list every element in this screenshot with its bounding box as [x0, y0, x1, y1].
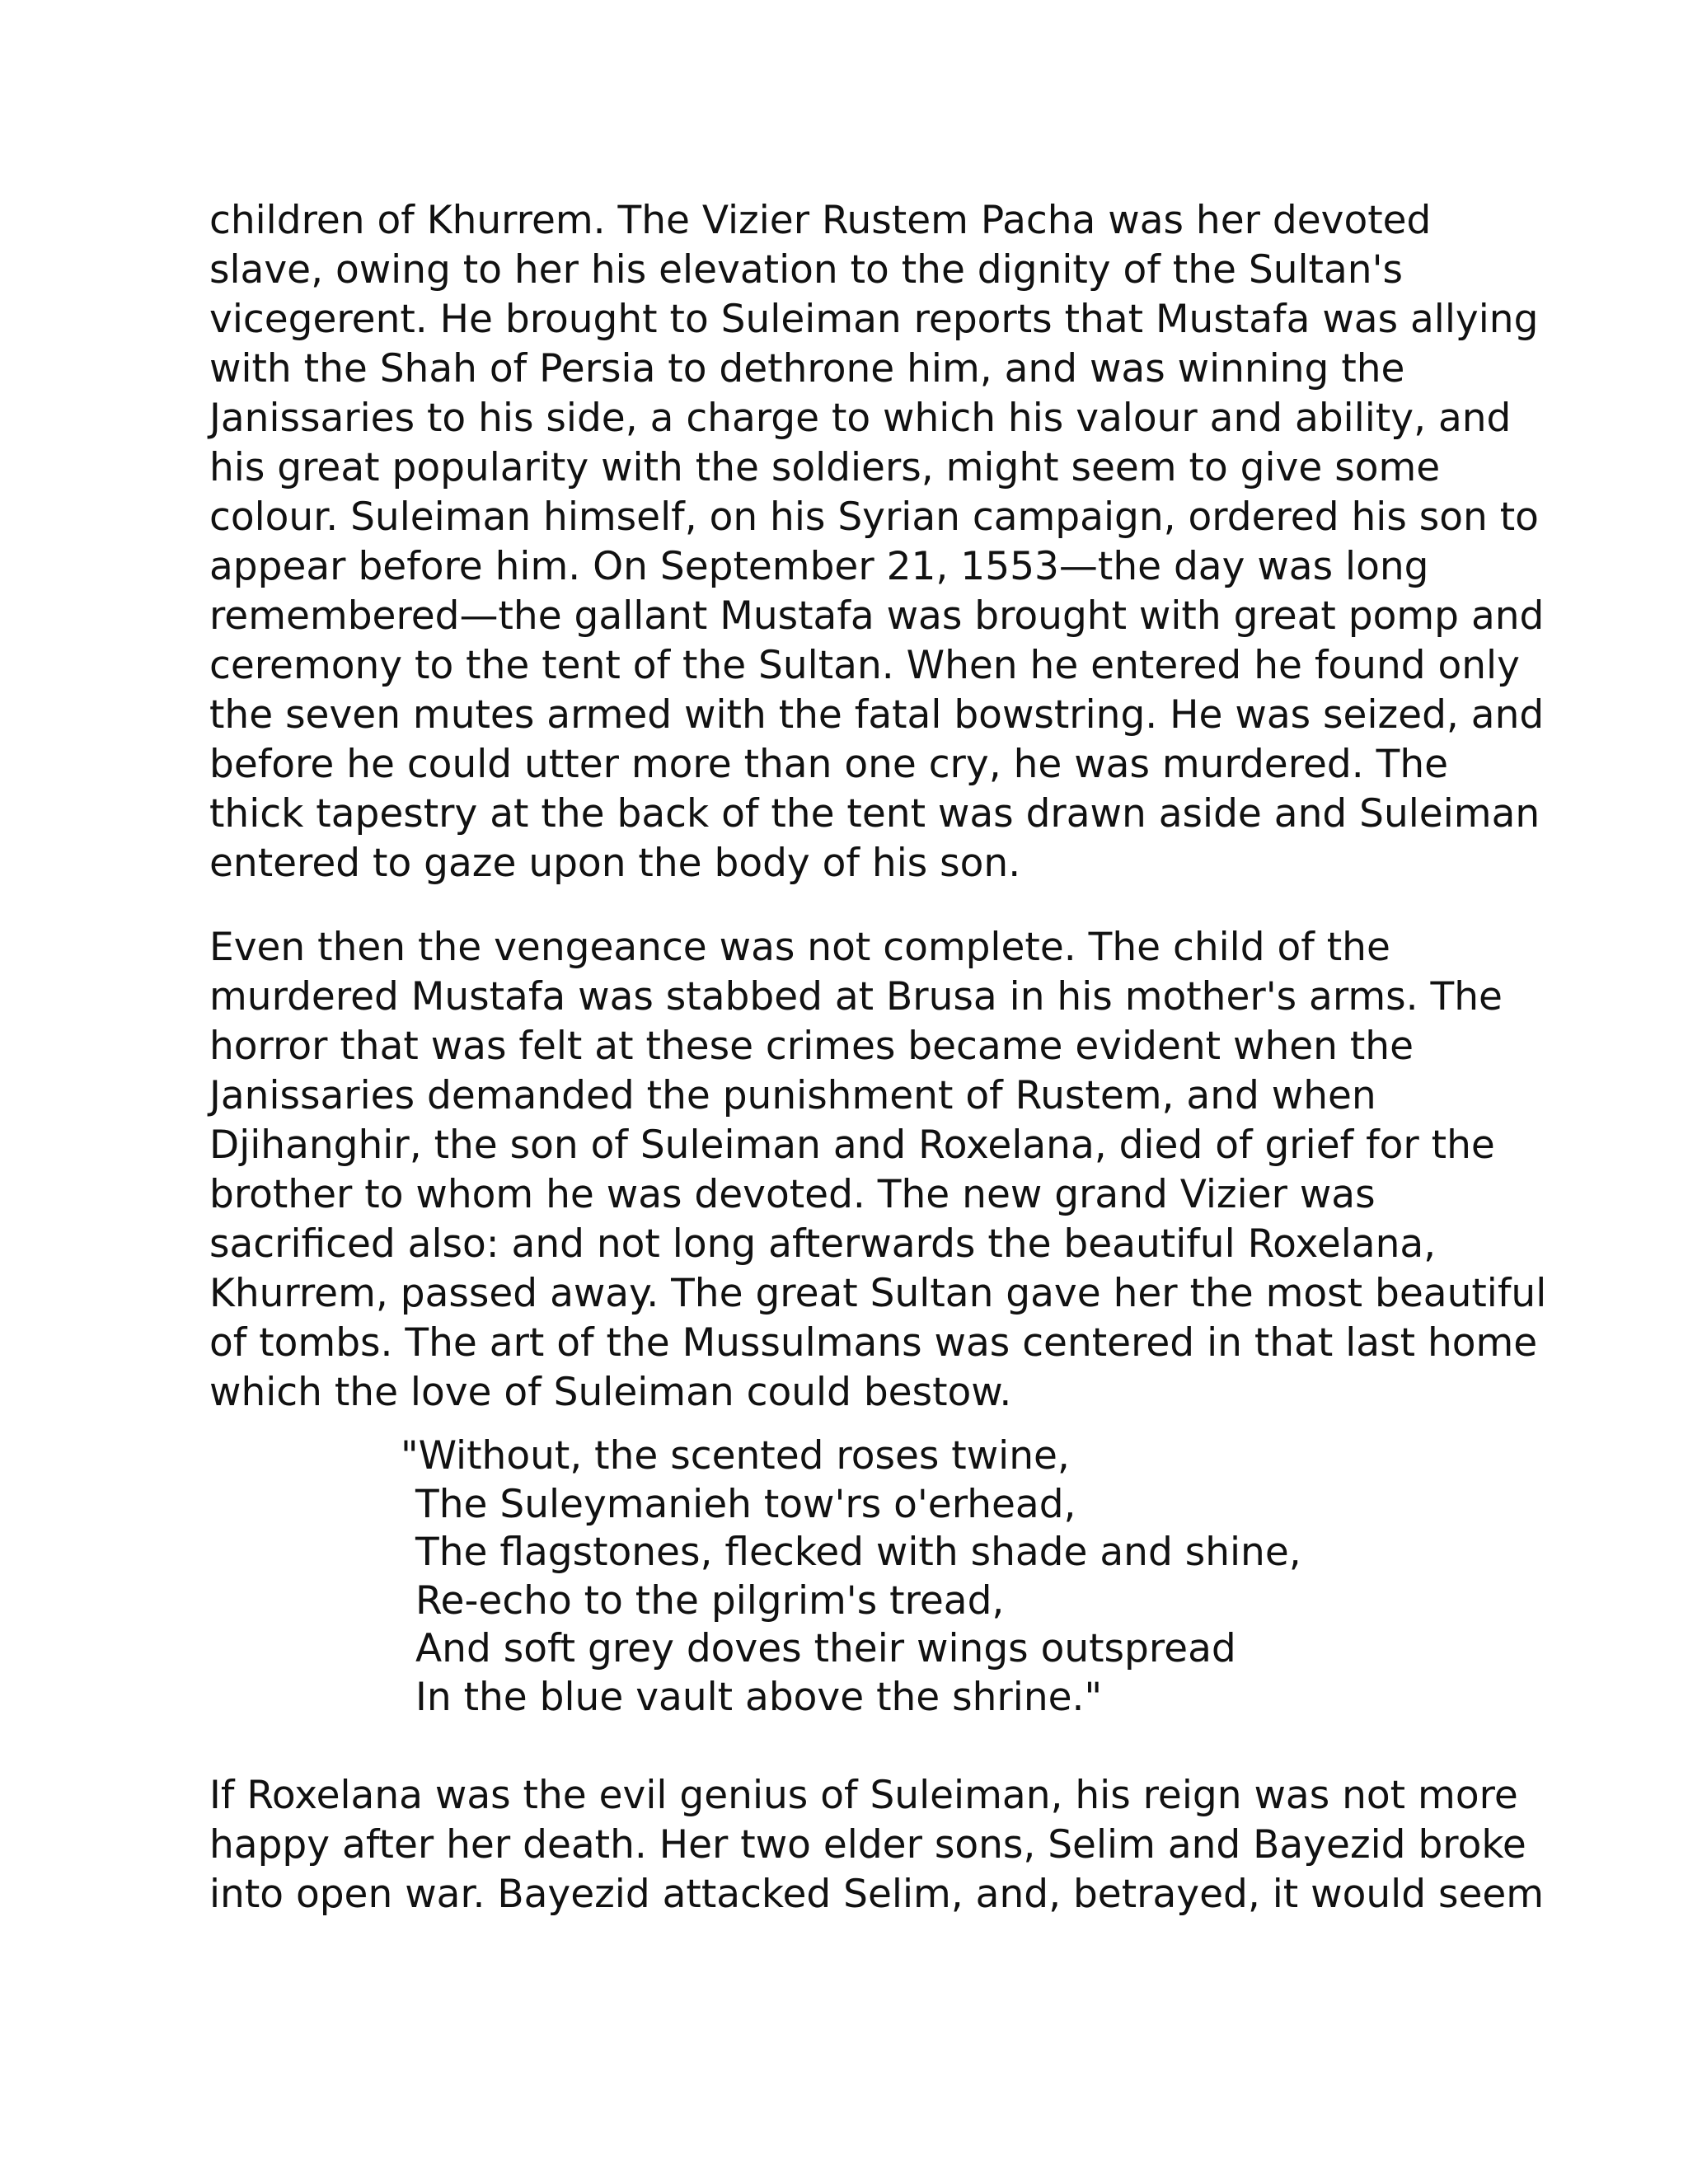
- text-line: Janissaries to his side, a charge to which his valour and ability, and: [209, 396, 1512, 441]
- text-line: sacrificed also: and not long afterwards the beautiful Roxelana,: [209, 1221, 1437, 1267]
- text-line: horror that was felt at these crimes became evident when the: [209, 1024, 1414, 1069]
- text-line: into open war. Bayezid attacked Selim, and, betrayed, it would seem: [209, 1872, 1545, 1917]
- text-line: vicegerent. He brought to Suleiman reports that Mustafa was allying: [209, 297, 1539, 342]
- text-line: children of Khurrem. The Vizier Rustem Pacha was her devoted: [209, 198, 1432, 243]
- text-line: the seven mutes armed with the fatal bowstring. He was seized, and: [209, 692, 1545, 738]
- text-line: entered to gaze upon the body of his son.: [209, 841, 1021, 886]
- verse-block: [401, 1432, 1495, 1722]
- text-line: before he could utter more than one cry, he was murdered. The: [209, 742, 1449, 787]
- text-line: remembered—the gallant Mustafa was brought with great pomp and: [209, 593, 1545, 639]
- text-line: Even then the vengeance was not complete. The child of the: [209, 925, 1390, 970]
- text-line: murdered Mustafa was stabbed at Brusa in his mother's arms. The: [209, 974, 1503, 1019]
- text-line: of tombs. The art of the Mussulmans was centered in that last home: [209, 1320, 1538, 1366]
- paragraph-3: [209, 1771, 1545, 1919]
- verse-line: "Without, the scented roses twine,: [401, 1433, 1070, 1479]
- text-line: brother to whom he was devoted. The new grand Vizier was: [209, 1172, 1376, 1217]
- text-line: appear before him. On September 21, 1553—the day was long: [209, 544, 1429, 589]
- verse-line: Re-echo to the pilgrim's tread,: [415, 1577, 1005, 1624]
- text-line: Janissaries demanded the punishment of Rustem, and when: [209, 1073, 1376, 1118]
- verse-line: The flagstones, flecked with shade and shine,: [415, 1530, 1301, 1575]
- verse-line: The Suleymanieh tow'rs o'erhead,: [415, 1481, 1076, 1527]
- text-line: which the love of Suleiman could bestow.: [209, 1370, 1012, 1415]
- text-line: slave, owing to her his elevation to the dignity of the Sultan's: [209, 247, 1403, 293]
- text-line: ceremony to the tent of the Sultan. When he entered he found only: [209, 643, 1520, 688]
- text-line: colour. Suleiman himself, on his Syrian campaign, ordered his son to: [209, 494, 1539, 540]
- text-line: his great popularity with the soldiers, might seem to give some: [209, 445, 1441, 490]
- document-page: [209, 196, 1547, 1919]
- text-line: Khurrem, passed away. The great Sultan gave her the most beautiful: [209, 1271, 1547, 1316]
- verse-line: And soft grey doves their wings outspread: [415, 1626, 1236, 1671]
- text-line: happy after her death. Her two elder sons, Selim and Bayezid broke: [209, 1822, 1526, 1868]
- paragraph-1: [209, 196, 1545, 888]
- paragraph-2: [209, 923, 1547, 1418]
- text-line: with the Shah of Persia to dethrone him, and was winning the: [209, 346, 1405, 391]
- verse-line: In the blue vault above the shrine.": [415, 1674, 1103, 1720]
- text-line: thick tapestry at the back of the tent was drawn aside and Suleiman: [209, 791, 1540, 837]
- text-line: Djihanghir, the son of Suleiman and Roxelana, died of grief for the: [209, 1122, 1495, 1168]
- text-line: If Roxelana was the evil genius of Suleiman, his reign was not more: [209, 1773, 1518, 1818]
